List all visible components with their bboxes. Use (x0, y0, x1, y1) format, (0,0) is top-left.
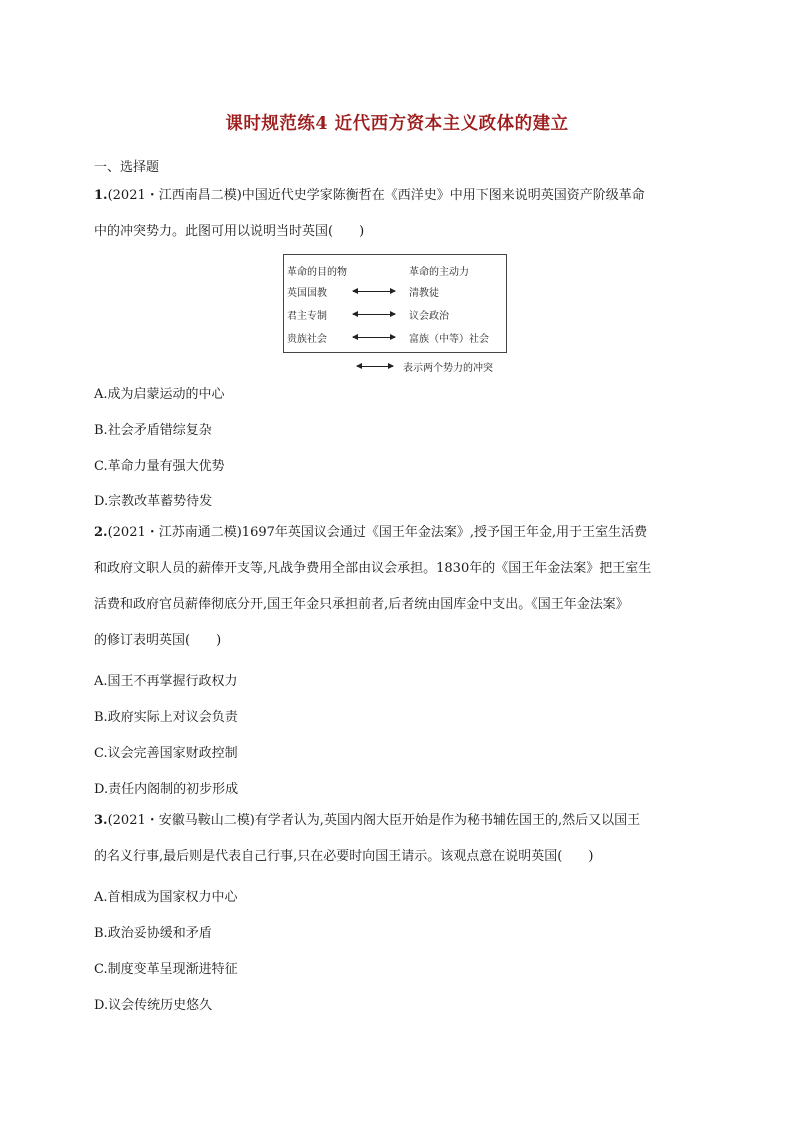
figure-row (284, 307, 506, 323)
question-3 (94, 803, 706, 875)
conflict-figure (283, 254, 507, 353)
double-arrow-icon (353, 291, 395, 292)
option-c[interactable]: C.制度变革呈现渐进特征 (94, 962, 238, 977)
double-arrow-icon (353, 314, 395, 315)
option-b[interactable]: B.政府实际上对议会负责 (94, 710, 238, 725)
option-a[interactable]: A.首相成为国家权力中心 (94, 890, 238, 905)
figure-header-row (284, 263, 506, 279)
figure-row-right: 富族（中等）社会 (409, 334, 489, 345)
question-2-line-2: 和政府文职人员的薪俸开支等,凡战争费用全部由议会承担。1830年的《国王年金法案》把王室生 (94, 561, 652, 576)
question-3-line-1: 3.(2021・安徽马鞍山二模)有学者认为,英国内阁大臣开始是作为秘书辅佐国王的,然后又以国王 (94, 813, 641, 828)
option-a[interactable]: A.成为启蒙运动的中心 (94, 387, 225, 402)
figure-row-left: 君主专制 (287, 311, 327, 322)
section-heading: 一、选择题 (94, 160, 160, 175)
figure-header-right: 革命的主动力 (409, 267, 469, 278)
option-d[interactable]: D.议会传统历史悠久 (94, 998, 213, 1013)
page-title: 课时规范练4 近代西方资本主义政体的建立 (225, 114, 569, 134)
option-d[interactable]: D.宗教改革蓄势待发 (94, 494, 213, 509)
option-b[interactable]: B.政治妥协缓和矛盾 (94, 926, 212, 941)
question-2-line-3: 活费和政府官员薪俸彻底分开,国王年金只承担前者,后者统由国库金中支出。《国王年金法案》 (94, 597, 629, 612)
double-arrow-icon (353, 337, 395, 338)
option-d[interactable]: D.责任内阁制的初步形成 (94, 782, 239, 797)
question-number: 1. (94, 188, 108, 203)
figure-row (284, 330, 506, 346)
figure-legend-text: 表示两个势力的冲突 (403, 363, 493, 374)
question-2 (94, 515, 706, 659)
question-2-line-4: 的修订表明英国( ) (94, 633, 222, 648)
double-arrow-icon (357, 366, 393, 367)
question-2-line-1: 2.(2021・江苏南通二模)1697年英国议会通过《国王年金法案》,授予国王年金,用于王室生活费 (94, 525, 648, 540)
question-1-line-1: 1.(2021・江西南昌二模)中国近代史学家陈衡哲在《西洋史》中用下图来说明英国资产阶级革命 (94, 188, 645, 203)
question-1-line-2: 中的冲突势力。此图可用以说明当时英国( ) (94, 224, 365, 239)
option-b[interactable]: B.社会矛盾错综复杂 (94, 423, 212, 438)
option-c[interactable]: C.议会完善国家财政控制 (94, 746, 238, 761)
option-c[interactable]: C.革命力量有强大优势 (94, 459, 225, 474)
option-a[interactable]: A.国王不再掌握行政权力 (94, 674, 238, 689)
question-number: 2. (94, 525, 108, 540)
figure-row (284, 284, 506, 300)
figure-row-left: 贵族社会 (287, 334, 327, 345)
question-number: 3. (94, 813, 108, 828)
figure-row-right: 清教徒 (409, 288, 439, 299)
figure-row-left: 英国国教 (287, 288, 327, 299)
figure-row-right: 议会政治 (409, 311, 449, 322)
figure-header-left: 革命的目的物 (287, 267, 347, 278)
question-3-line-2: 的名义行事,最后则是代表自己行事,只在必要时向国王请示。该观点意在说明英国( ) (94, 849, 594, 864)
question-1 (94, 178, 706, 250)
